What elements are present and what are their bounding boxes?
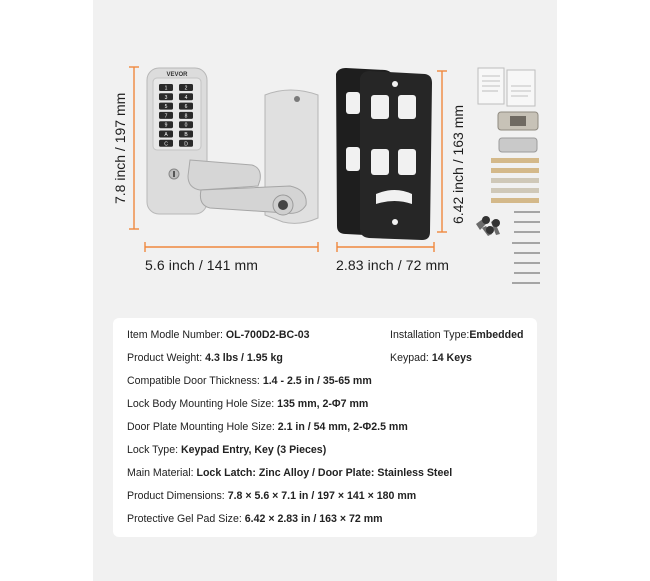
latch-box: [499, 138, 537, 152]
lock-height-label: 7.8 inch / 197 mm: [112, 92, 128, 204]
keypad-key-label: 2: [184, 85, 188, 92]
spec-keypad: Keypad: 14 Keys: [390, 352, 472, 364]
screws: [512, 212, 540, 283]
spec-door-thickness: Compatible Door Thickness: 1.4 - 2.5 in / 35-65 mm: [127, 375, 372, 387]
keypad-key-label: A: [164, 132, 168, 138]
keypad-key-label: 1: [164, 85, 168, 92]
keypad-key-label: 5: [164, 104, 168, 111]
keypad-key-label: 4: [184, 94, 188, 101]
keypad-key-label: C: [164, 141, 168, 148]
keypad-key-label: B: [184, 132, 188, 138]
pad-height-label: 6.42 inch / 163 mm: [450, 104, 466, 224]
manual-2: [507, 70, 535, 106]
spec-material: Main Material: Lock Latch: Zinc Alloy / Door Plate: Stainless Steel: [127, 467, 453, 479]
pad-width-label: 2.83 inch / 72 mm: [336, 257, 449, 273]
latch-bolts: [491, 158, 539, 203]
spec-model: Item Modle Number: OL-700D2-BC-03: [127, 329, 310, 341]
rear-lock: [200, 90, 318, 223]
spec-door-plate-hole: Door Plate Mounting Hole Size: 2.1 in / 54 mm, 2-Φ2.5 mm: [127, 421, 408, 433]
keypad-key-label: D: [184, 141, 188, 148]
keypad-key-label: 0: [184, 122, 188, 129]
brand-logo: VEVOR: [166, 72, 188, 78]
spec-lock-type: Lock Type: Keypad Entry, Key (3 Pieces): [127, 444, 327, 456]
keypad-key-label: 9: [164, 122, 168, 129]
spec-product-dimensions: Product Dimensions: 7.8 × 5.6 × 7.1 in / 197 × 141 × 180 mm: [127, 490, 417, 502]
spec-lock-body-hole: Lock Body Mounting Hole Size: 135 mm, 2-Φ7 mm: [127, 398, 369, 410]
spec-card: [113, 318, 537, 537]
keys: [476, 216, 500, 236]
spec-weight: Product Weight: 4.3 lbs / 1.95 kg: [127, 352, 283, 364]
lever-handle: [188, 160, 260, 190]
accessories: [476, 68, 540, 283]
spec-installation: Installation Type:Embedded: [390, 329, 524, 341]
gel-pads: [336, 68, 432, 240]
spec-gel-pad-size: Protective Gel Pad Size: 6.42 × 2.83 in / 163 × 72 mm: [127, 513, 383, 525]
keypad-key-label: 6: [184, 104, 188, 111]
keypad-key-label: 3: [164, 94, 168, 101]
keypad-key-label: 7: [164, 113, 168, 120]
lock-width-label: 5.6 inch / 141 mm: [145, 257, 258, 273]
keypad-key-label: 8: [184, 113, 188, 120]
